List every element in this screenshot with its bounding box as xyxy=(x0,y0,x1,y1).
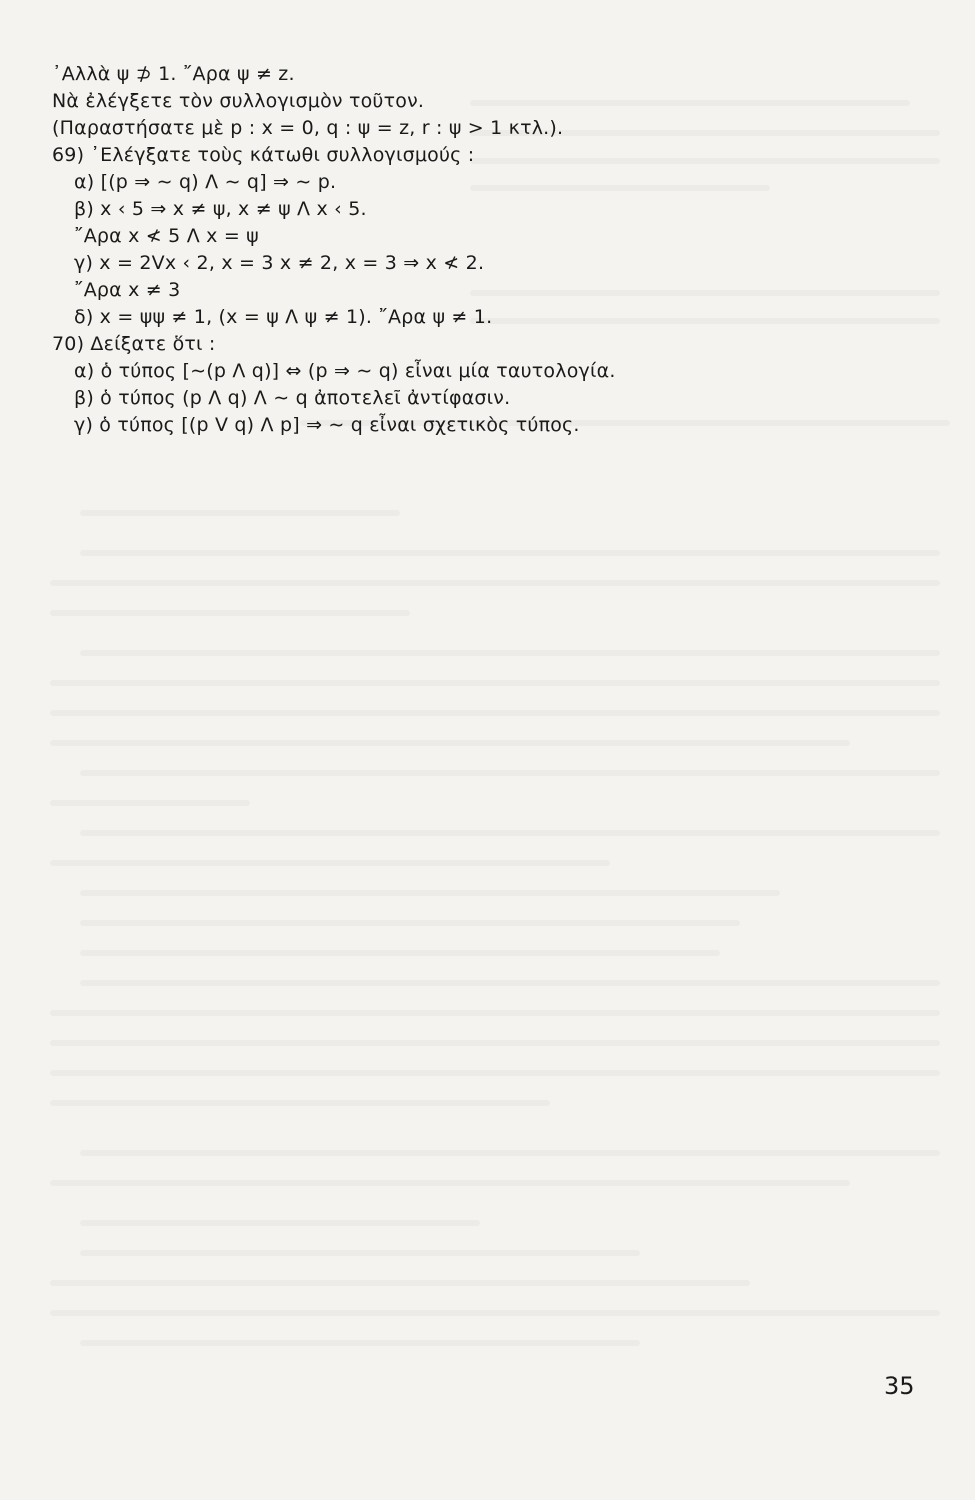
exercise-69-heading: 69) ᾿Ελέγξατε τοὺς κάτωθι συλλογισμούς : xyxy=(52,144,475,166)
exercise-70-heading: 70) Δείξατε ὅτι : xyxy=(52,333,216,355)
text-line-3: (Παραστήσατε μὲ p : x = 0, q : ψ = z, r : ψ > 1 κτλ.). xyxy=(52,117,564,139)
exercise-69-delta: δ) x = ψψ ≠ 1, (x = ψ Λ ψ ≠ 1). ῎Αρα ψ ≠ 1. xyxy=(74,306,493,328)
page-number: 35 xyxy=(884,1372,915,1400)
text-line-2: Νὰ ἐλέγξετε τὸν συλλογισμὸν τοῦτον. xyxy=(52,90,425,112)
exercise-70-alpha: α) ὁ τύπος [∼(p Λ q)] ⇔ (p ⇒ ∼ q) εἶναι μία ταυτολογία. xyxy=(74,360,616,382)
exercise-70-gamma: γ) ὁ τύπος [(p V q) Λ p] ⇒ ∼ q εἶναι σχετικὸς τύπος. xyxy=(74,414,580,436)
exercise-69-gamma-conclusion: ῎Αρα x ≠ 3 xyxy=(74,279,181,301)
exercise-70-beta: β) ὁ τύπος (p Λ q) Λ ∼ q ἀποτελεῖ ἀντίφασιν. xyxy=(74,387,511,409)
text-line-1: ᾿Αλλὰ ψ ⊅ 1. ῎Αρα ψ ≠ z. xyxy=(52,63,295,85)
exercise-69-alpha: α) [(p ⇒ ∼ q) Λ ∼ q] ⇒ ∼ p. xyxy=(74,171,337,193)
exercise-69-beta: β) x ‹ 5 ⇒ x ≠ ψ, x ≠ ψ Λ x ‹ 5. xyxy=(74,198,367,220)
exercise-69-gamma: γ) x = 2Vx ‹ 2, x = 3 x ≠ 2, x = 3 ⇒ x ≮ 2. xyxy=(74,252,485,274)
exercise-69-beta-conclusion: ῎Αρα x ≮ 5 Λ x = ψ xyxy=(74,225,259,247)
